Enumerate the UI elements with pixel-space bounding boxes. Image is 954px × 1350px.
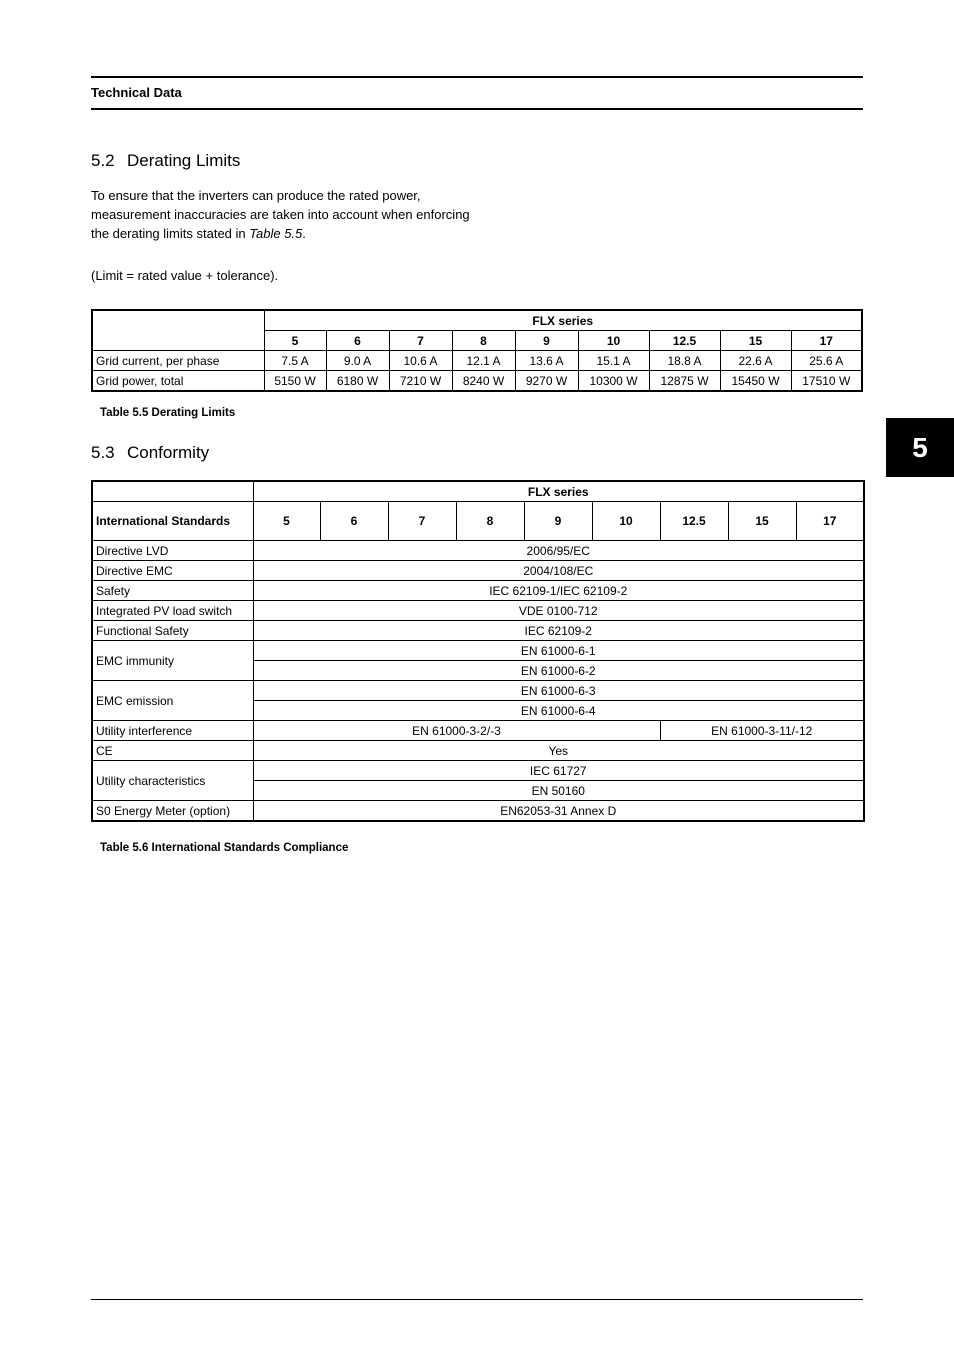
table-cell: 10300 W xyxy=(578,371,649,392)
table-row xyxy=(92,502,864,541)
header-bottom-rule xyxy=(91,108,863,110)
table-row xyxy=(92,581,864,601)
table-cell: IEC 62109-1/IEC 62109-2 xyxy=(253,581,864,601)
paragraph-end: . xyxy=(302,226,306,241)
empty-corner-cell xyxy=(92,481,253,502)
running-header: Technical Data xyxy=(91,85,182,100)
table-cell: 9270 W xyxy=(515,371,578,392)
header-top-rule xyxy=(91,76,863,78)
footer-rule xyxy=(91,1299,863,1300)
table-cell: EN62053-31 Annex D xyxy=(253,801,864,822)
derating-formula: (Limit = rated value + tolerance). xyxy=(91,268,279,283)
row-label: Grid current, per phase xyxy=(92,351,264,371)
table-row xyxy=(92,801,864,822)
row-label: Utility interference xyxy=(92,721,253,741)
column-header: 17 xyxy=(791,331,862,351)
column-header: 17 xyxy=(796,502,864,541)
table-row xyxy=(92,541,864,561)
row-label: CE xyxy=(92,741,253,761)
table-row xyxy=(92,601,864,621)
table-cell: 15.1 A xyxy=(578,351,649,371)
row-label: Directive LVD xyxy=(92,541,253,561)
table-cell: VDE 0100-712 xyxy=(253,601,864,621)
group-header: FLX series xyxy=(253,481,864,502)
table-cell: EN 61000-6-4 xyxy=(253,701,864,721)
table-reference-link: Table 5.5 xyxy=(249,226,303,241)
row-label: Grid power, total xyxy=(92,371,264,392)
group-header: FLX series xyxy=(264,310,862,331)
table-cell: 7.5 A xyxy=(264,351,326,371)
table-cell: 15450 W xyxy=(720,371,791,392)
table-cell: 5150 W xyxy=(264,371,326,392)
table-cell: IEC 61727 xyxy=(253,761,864,781)
column-header: 7 xyxy=(388,502,456,541)
section-number: 5.2 xyxy=(91,151,115,170)
table-cell: 12875 W xyxy=(649,371,720,392)
row-label: Directive EMC xyxy=(92,561,253,581)
table-cell: 25.6 A xyxy=(791,351,862,371)
table-row xyxy=(92,741,864,761)
table-cell: EN 50160 xyxy=(253,781,864,801)
column-header: 9 xyxy=(524,502,592,541)
column-header: 10 xyxy=(578,331,649,351)
table-row xyxy=(92,481,864,502)
table-row xyxy=(92,310,862,331)
table-cell: 7210 W xyxy=(389,371,452,392)
table-cell: 17510 W xyxy=(791,371,862,392)
section-title-derating xyxy=(91,151,240,171)
column-header: 9 xyxy=(515,331,578,351)
column-header: 5 xyxy=(253,502,320,541)
row-label: S0 Energy Meter (option) xyxy=(92,801,253,822)
table-cell: EN 61000-6-2 xyxy=(253,661,864,681)
standards-header: International Standards xyxy=(92,502,253,541)
table-cell: 2006/95/EC xyxy=(253,541,864,561)
section-heading: Derating Limits xyxy=(127,151,241,170)
column-header: 12.5 xyxy=(649,331,720,351)
table-cell: EN 61000-3-2/-3 xyxy=(253,721,660,741)
column-header: 15 xyxy=(720,331,791,351)
table-caption-conformity: Table 5.6 International Standards Compliance xyxy=(100,842,349,854)
column-header: 6 xyxy=(320,502,388,541)
table-cell: 13.6 A xyxy=(515,351,578,371)
table-row xyxy=(92,761,864,781)
column-header: 7 xyxy=(389,331,452,351)
table-row xyxy=(92,721,864,741)
table-row xyxy=(92,641,864,661)
table-cell: 6180 W xyxy=(326,371,389,392)
paragraph-text: To ensure that the inverters can produce the rated power, measurement inaccuracies are taken into account when enforcing the derating limits stated in xyxy=(91,188,470,241)
table-cell: EN 61000-6-1 xyxy=(253,641,864,661)
column-header: 12.5 xyxy=(660,502,728,541)
table-cell: Yes xyxy=(253,741,864,761)
row-label: Safety xyxy=(92,581,253,601)
table-cell: 22.6 A xyxy=(720,351,791,371)
column-header: 10 xyxy=(592,502,660,541)
table-caption-derating: Table 5.5 Derating Limits xyxy=(100,407,236,419)
column-header: 8 xyxy=(456,502,524,541)
table-row xyxy=(92,561,864,581)
empty-corner-cell xyxy=(92,310,264,351)
table-cell: 9.0 A xyxy=(326,351,389,371)
derating-paragraph xyxy=(91,186,471,243)
table-row xyxy=(92,621,864,641)
section-number: 5.3 xyxy=(91,443,115,462)
row-label: EMC emission xyxy=(92,681,253,721)
chapter-tab: 5 xyxy=(886,418,954,477)
table-cell: EN 61000-6-3 xyxy=(253,681,864,701)
section-heading: Conformity xyxy=(127,443,210,462)
column-header: 6 xyxy=(326,331,389,351)
conformity-table xyxy=(91,480,865,822)
column-header: 15 xyxy=(728,502,796,541)
table-row xyxy=(92,371,862,392)
table-row xyxy=(92,681,864,701)
row-label: EMC immunity xyxy=(92,641,253,681)
row-label: Functional Safety xyxy=(92,621,253,641)
column-header: 5 xyxy=(264,331,326,351)
table-cell: 12.1 A xyxy=(452,351,515,371)
table-cell: 10.6 A xyxy=(389,351,452,371)
derating-limits-table xyxy=(91,309,863,392)
table-cell: IEC 62109-2 xyxy=(253,621,864,641)
table-cell: 2004/108/EC xyxy=(253,561,864,581)
table-cell: 8240 W xyxy=(452,371,515,392)
section-title-conformity xyxy=(91,443,209,463)
table-cell: 18.8 A xyxy=(649,351,720,371)
row-label: Integrated PV load switch xyxy=(92,601,253,621)
table-cell: EN 61000-3-11/-12 xyxy=(660,721,864,741)
row-label: Utility characteristics xyxy=(92,761,253,801)
column-header: 8 xyxy=(452,331,515,351)
table-row xyxy=(92,351,862,371)
